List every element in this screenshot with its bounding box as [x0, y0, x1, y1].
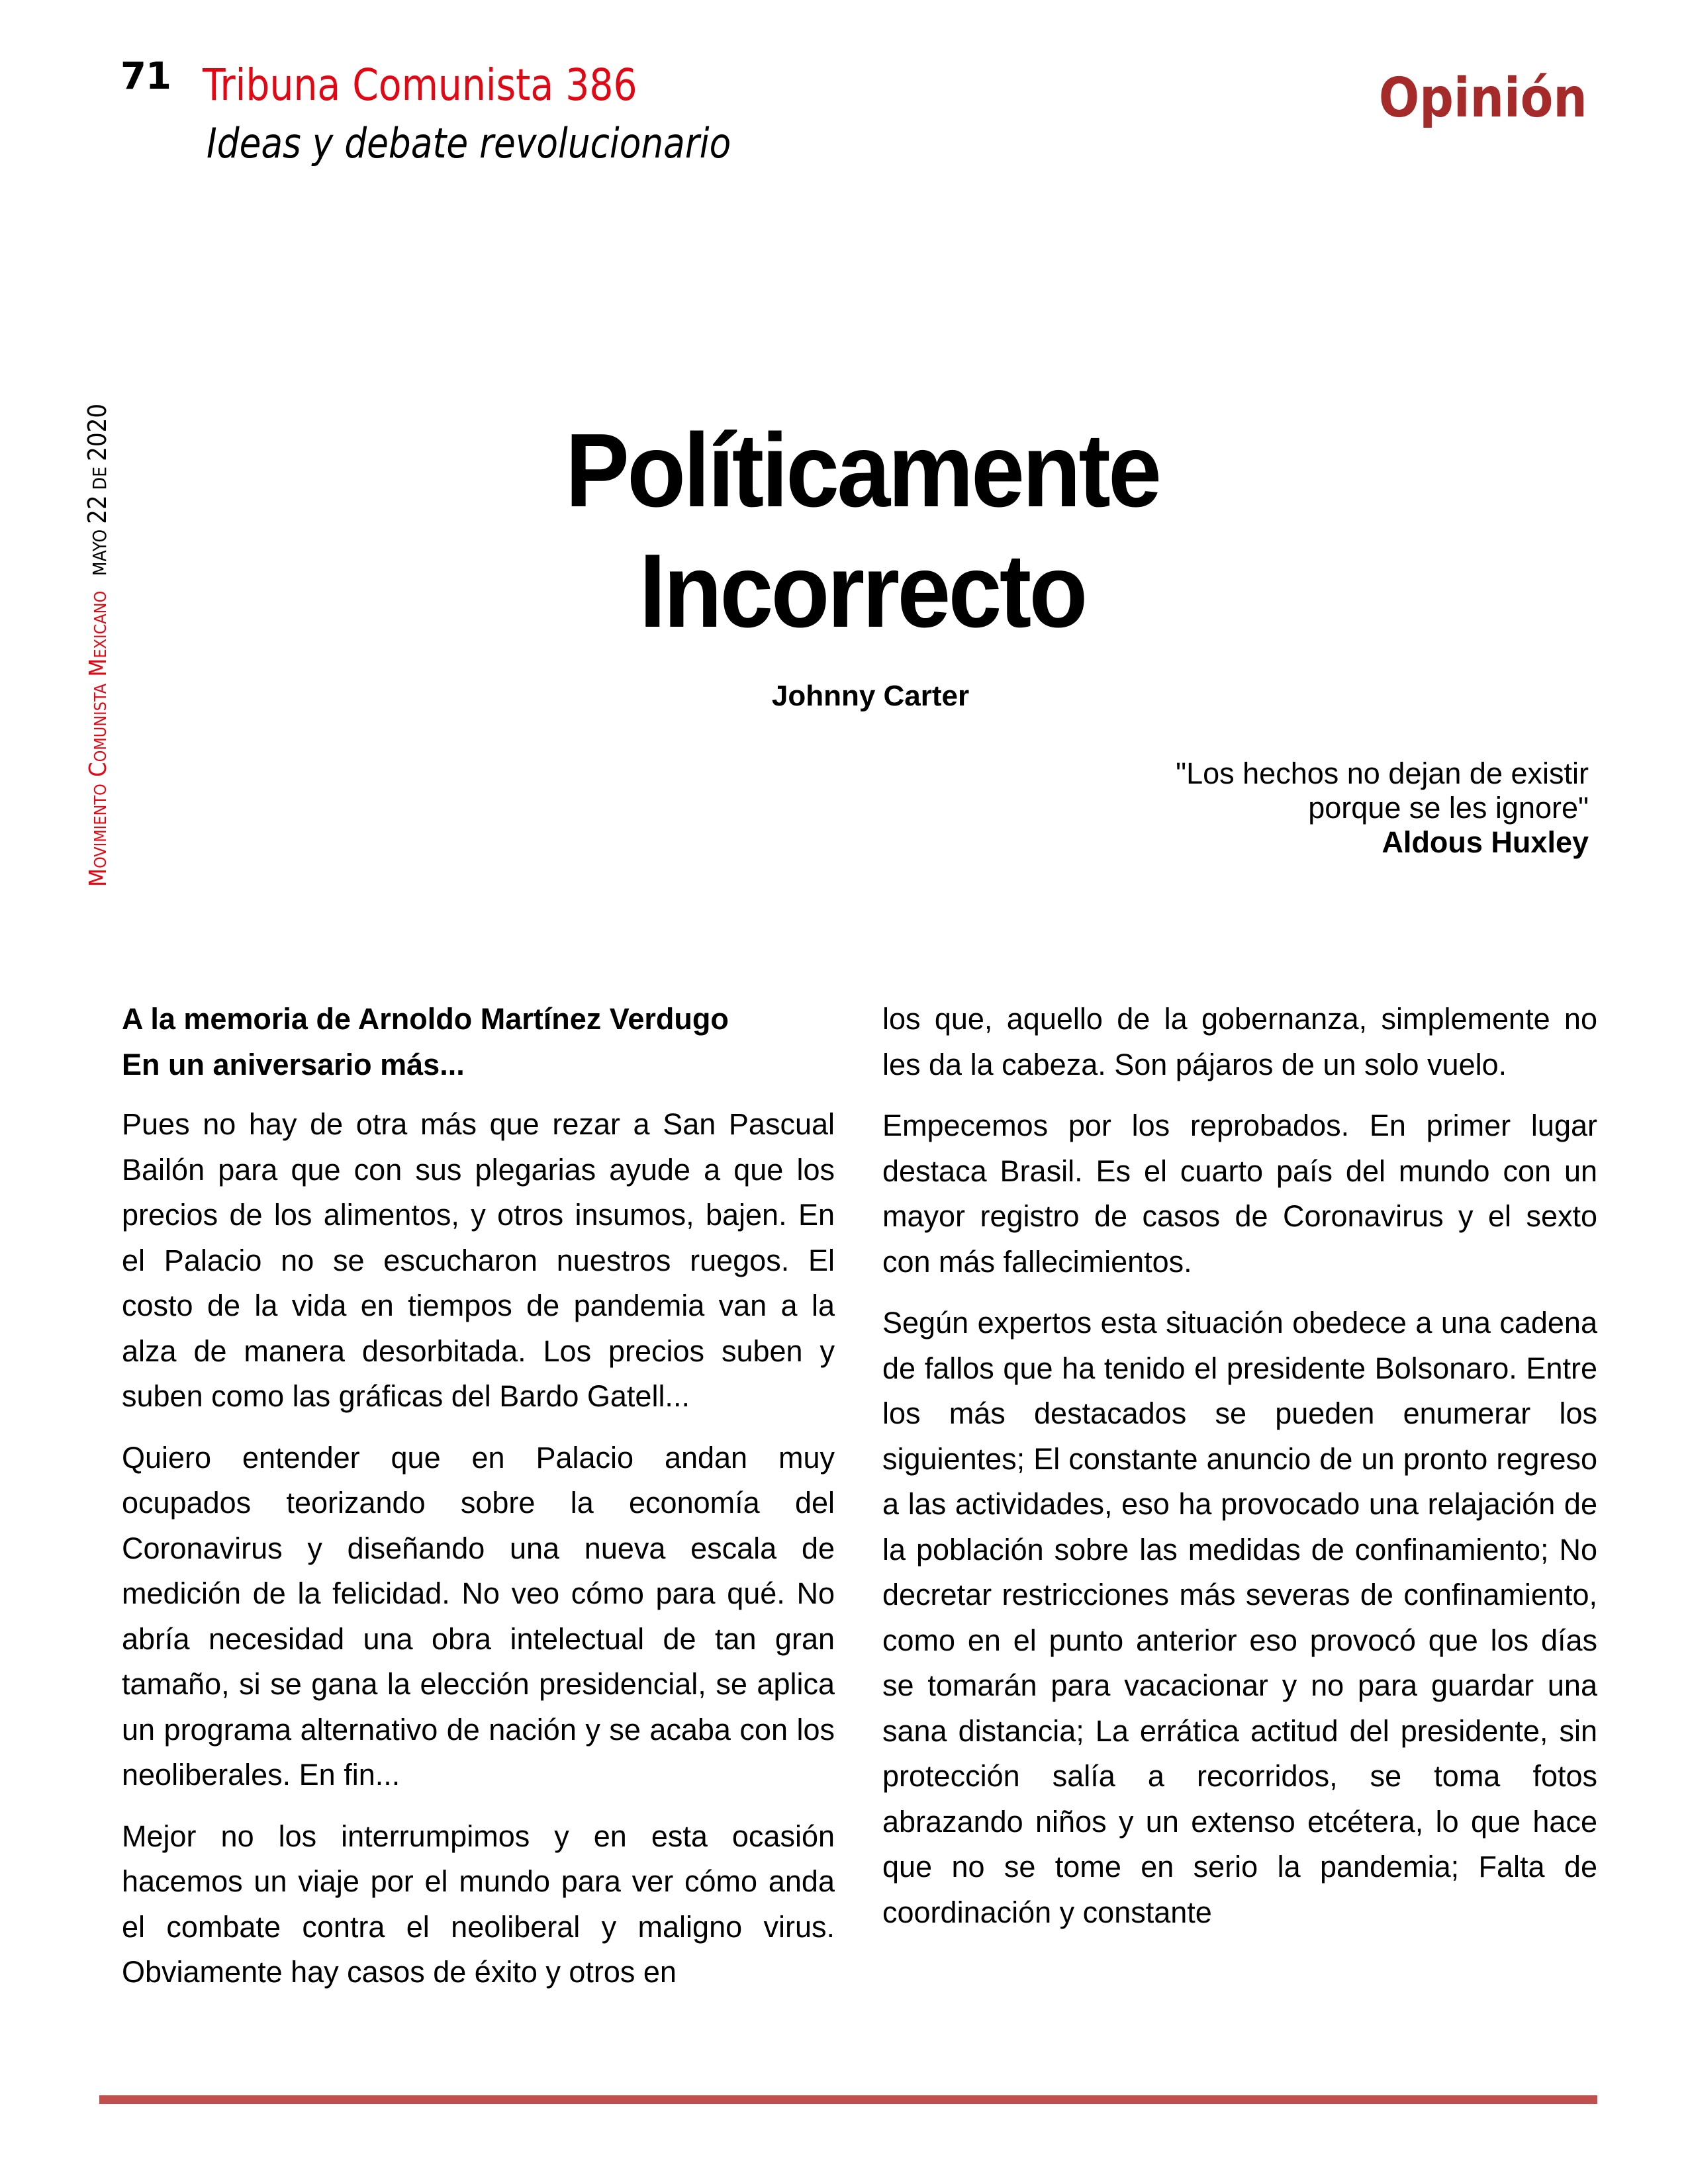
date-de: DE: [89, 466, 111, 490]
article-title: [68, 410, 1620, 651]
epigraph: [1176, 756, 1589, 860]
date-month: MAYO: [89, 529, 111, 576]
page-number: 71: [120, 55, 171, 98]
paragraph: los que, aquello de la gobernanza, simplemente no les da la cabeza. Son pájaros de un solo vuelo.: [882, 1002, 1597, 1081]
dedication-line-1: A la memoria de Arnoldo Martínez Verdugo: [122, 1002, 729, 1036]
column-right: [882, 997, 1597, 1951]
dedication: [122, 997, 835, 1087]
paragraph: Mejor no los interrumpimos y en esta ocasión hacemos un viaje por el mundo para ver cómo anda el combate contra el neoliberal y maligno virus. Obviamente hay casos de éxito y otros en: [122, 1819, 835, 1989]
paragraph: Pues no hay de otra más que rezar a San Pascual Bailón para que con sus plegarias ayude a que los precios de los alimentos, y otros insumos, bajen. En el Palacio no se escucharon nuestros ruegos. El costo de la vida en tiempos de pandemia van a la alza de manera desorbitada. Los precios suben y suben como las gráficas del Bardo Gatell...: [122, 1107, 835, 1413]
paragraph: Quiero entender que en Palacio andan muy ocupados teorizando sobre la economía del Coronavirus y diseñando una nueva escala de medición de la felicidad. No veo cómo para qué. No abría necesidad una obra intelectual de tan gran tamaño, si se gana la elección presidencial, se aplica un programa alternativo de nación y se acaba con los neoliberales. En fin...: [122, 1440, 835, 1792]
organization-name: Movimiento Comunista Mexicano: [85, 590, 112, 887]
epigraph-line-1: "Los hechos no dejan de existir: [1176, 756, 1589, 790]
dedication-line-2: En un aniversario más...: [122, 1047, 465, 1081]
date-day: 22: [83, 495, 112, 524]
title-line-1: Políticamente: [565, 412, 1160, 529]
title-line-2: Incorrecto: [639, 533, 1086, 649]
epigraph-author: Aldous Huxley: [1382, 825, 1589, 859]
footer-divider: [99, 2095, 1597, 2104]
paragraph: Según expertos esta situación obedece a una cadena de fallos que ha tenido el presidente Bolsonaro. Entre los más destacados se pueden enumerar los siguientes; El constante anuncio de un pronto regreso a las actividades, eso ha provocado una relajación de la población sobre las medidas de confinamiento; No decretar restricciones más severas de confinamiento, como en el punto anterior eso provocó que los días se tomarán para vacacionar y no para guardar una sana distancia; La errática actitud del presidente, sin protección salía a recorridos, se toma fotos abrazando niños y un extenso etcétera, lo que hace que no se tome en serio la pandemia; Falta de coordinación y constante: [882, 1306, 1597, 1929]
epigraph-line-2: porque se les ignore": [1308, 791, 1589, 825]
publication-subtitle: Ideas y debate revolucionario: [207, 119, 731, 167]
publication-title: Tribuna Comunista 386: [203, 60, 637, 111]
column-left: [122, 997, 835, 2011]
section-label: Opinión: [1379, 67, 1587, 130]
paragraph: Empecemos por los reprobados. En primer lugar destaca Brasil. Es el cuarto país del mundo con un mayor registro de casos de Coronavirus y el sexto con más fallecimientos.: [882, 1109, 1597, 1279]
author-byline: Johnny Carter: [771, 680, 970, 712]
date-year: 2020: [83, 403, 112, 461]
